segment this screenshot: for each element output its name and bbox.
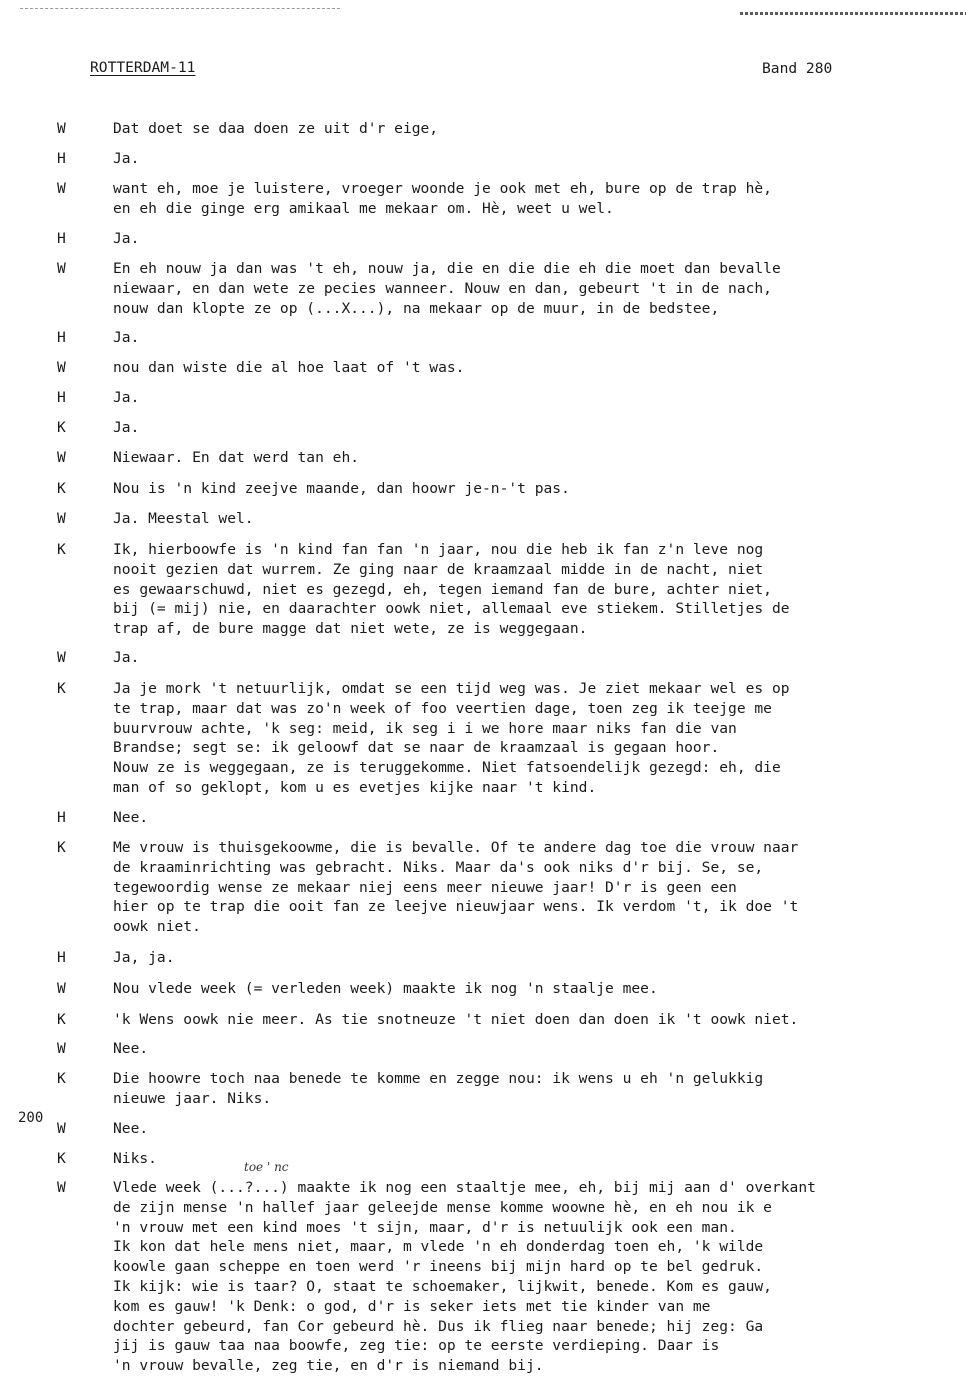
utterance-text: want eh, moe je luistere, vroeger woonde je ook met eh, bure op de trap hè, en eh die ginge erg amikaal me mekaar om. Hè, weet u wel. (113, 180, 772, 217)
utterance-text: Dat doet se daa doen ze uit d'r eige, (113, 120, 439, 137)
dialogue-turn (0, 1178, 966, 1375)
document-title: ROTTERDAM-11 (90, 59, 196, 76)
speaker-label: H (57, 809, 66, 826)
speaker-label: H (57, 329, 66, 346)
speaker-label: K (57, 839, 66, 856)
speaker-label: K (57, 1070, 66, 1087)
speaker-label: K (57, 1150, 66, 1167)
speaker-label: W (57, 1179, 66, 1196)
speaker-label: W (57, 1120, 66, 1137)
band-number: Band 280 (762, 60, 833, 77)
utterance-text: Ja. (113, 419, 140, 436)
utterance-text: Die hoowre toch naa benede te komme en zegge nou: ik wens u eh 'n gelukkig nieuwe jaar. Niks. (113, 1070, 764, 1107)
margin-page-number: 200 (18, 1110, 44, 1126)
utterance-text: Nee. (113, 809, 149, 826)
speaker-label: K (57, 541, 66, 558)
utterance-text: Ja, ja. (113, 949, 175, 966)
utterance-text: Niks. (113, 1150, 157, 1167)
scan-artifact-rule (740, 12, 966, 15)
dialogue-turn (0, 259, 966, 338)
handwritten-annotation: toe ' nc (244, 1160, 289, 1174)
speaker-label: W (57, 120, 66, 137)
dialogue-turn (0, 838, 966, 936)
utterance-text: Niewaar. En dat werd tan eh. (113, 449, 360, 466)
speaker-label: K (57, 480, 66, 497)
utterance-text: Ja. Meestal wel. (113, 510, 254, 527)
utterance-text: Ik, hierboowfe is 'n kind fan fan 'n jaar, nou die heb ik fan z'n leve nog nooit gezien dat wurrem. Ze ging naar de kraamzaal midde in de nacht, niet es gewaarschuwd, niet es gezegd, eh, tegen iemand fan de bure, achter niet, bij (= mij) nie, en daarachter oowk niet, allemaal eve stiekem. Stilletjes de trap af, de bure magge dat niet wete, ze is weggegaan. (113, 541, 790, 638)
speaker-label: W (57, 980, 66, 997)
utterance-text: nou dan wiste die al hoe laat of 't was. (113, 359, 465, 376)
dialogue-turn (0, 679, 966, 796)
utterance-text: Me vrouw is thuisgekoowme, die is bevalle. Of te andere dag toe die vrouw naar de kraaminrichting was gebracht. Niks. Maar da's ook niks d'r bij. Se, se, tegewoordig wense ze mekaar niej eens meer nieuwe jaar! D'r is geen een hier op te trap die ooit fan ze leejve nieuwjaar wens. Ik verdom 't, ik doe 't oowk niet. (113, 839, 799, 936)
utterance-text: Ja. (113, 649, 140, 666)
speaker-label: W (57, 649, 66, 666)
speaker-label: W (57, 180, 66, 197)
speaker-label: K (57, 680, 66, 697)
utterance-text: Ja je mork 't netuurlijk, omdat se een tijd weg was. Je ziet mekaar wel es op te trap, maar dat was zo'n week of foo veertien dage, toen zeg ik teejge me buurvrouw achte, 'k seg: meid, ik seg i i we hore maar niks fan die van Brandse; segt se: ik geloowf dat se naar de kraamzaal is gegaan hoor. Nouw ze is weggegaan, ze is teruggekomme. Niet fatsoendelijk gezegd: eh, die man of so geklopt, kom u es evetjes kijke naar 't kind. (113, 680, 790, 796)
speaker-label: W (57, 510, 66, 527)
utterance-text: Ja. (113, 230, 140, 247)
speaker-label: H (57, 230, 66, 247)
utterance-text: Nou is 'n kind zeejve maande, dan hoowr je-n-'t pas. (113, 480, 570, 497)
utterance-text: Vlede week (...?...) maakte ik nog een staaltje mee, eh, bij mij aan d' overkant de zijn mense 'n hallef jaar geleejde mense komme woowne hè, en eh nou ik e 'n vrouw met een kind moes 't sijn, maar, d'r is netuulijk ook een man. Ik kon dat hele mens niet, maar, m vlede 'n eh donderdag toen eh, 'k wilde koowle gaan scheppe en toen werd 'r ineens bij mijn hard op te bel gedruk. Ik kijk: wie is taar? O, staat te schoemaker, lijkwit, benede. Kom es gauw, kom es gauw! 'k Denk: o god, d'r is seker iets met tie kinder van me dochter gebeurd, fan Cor gebeurd hè. Dus ik flieg naar benede; hij zeg: Ga jij is gauw taa naa boowfe, zeg tie: op te eerste verdieping. Daar is 'n vrouw bevalle, zeg tie, en d'r is niemand bij. (113, 1179, 816, 1375)
speaker-label: W (57, 260, 66, 277)
dialogue-turn (0, 540, 966, 638)
utterance-text: Nee. (113, 1120, 149, 1137)
utterance-text: Nou vlede week (= verleden week) maakte ik nog 'n staalje mee. (113, 980, 658, 997)
speaker-label: H (57, 389, 66, 406)
speaker-label: K (57, 419, 66, 436)
utterance-text: En eh nouw ja dan was 't eh, nouw ja, die en die die eh die moet dan bevalle niewaar, en dan wete ze pecies wanneer. Nouw en dan, gebeurt 't in de nach, nouw dan klopte ze op (...X...), na mekaar op de muur, in de bedstee, (113, 260, 781, 317)
speaker-label: W (57, 1040, 66, 1057)
utterance-text: Nee. (113, 1040, 149, 1057)
speaker-label: W (57, 449, 66, 466)
speaker-label: K (57, 1011, 66, 1028)
utterance-text: Ja. (113, 389, 140, 406)
speaker-label: H (57, 150, 66, 167)
utterance-text: 'k Wens oowk nie meer. As tie snotneuze 't niet doen dan doen ik 't oowk niet. (113, 1011, 799, 1028)
speaker-label: H (57, 949, 66, 966)
scan-artifact (20, 8, 340, 10)
utterance-text: Ja. (113, 329, 140, 346)
speaker-label: W (57, 359, 66, 376)
utterance-text: Ja. (113, 150, 140, 167)
